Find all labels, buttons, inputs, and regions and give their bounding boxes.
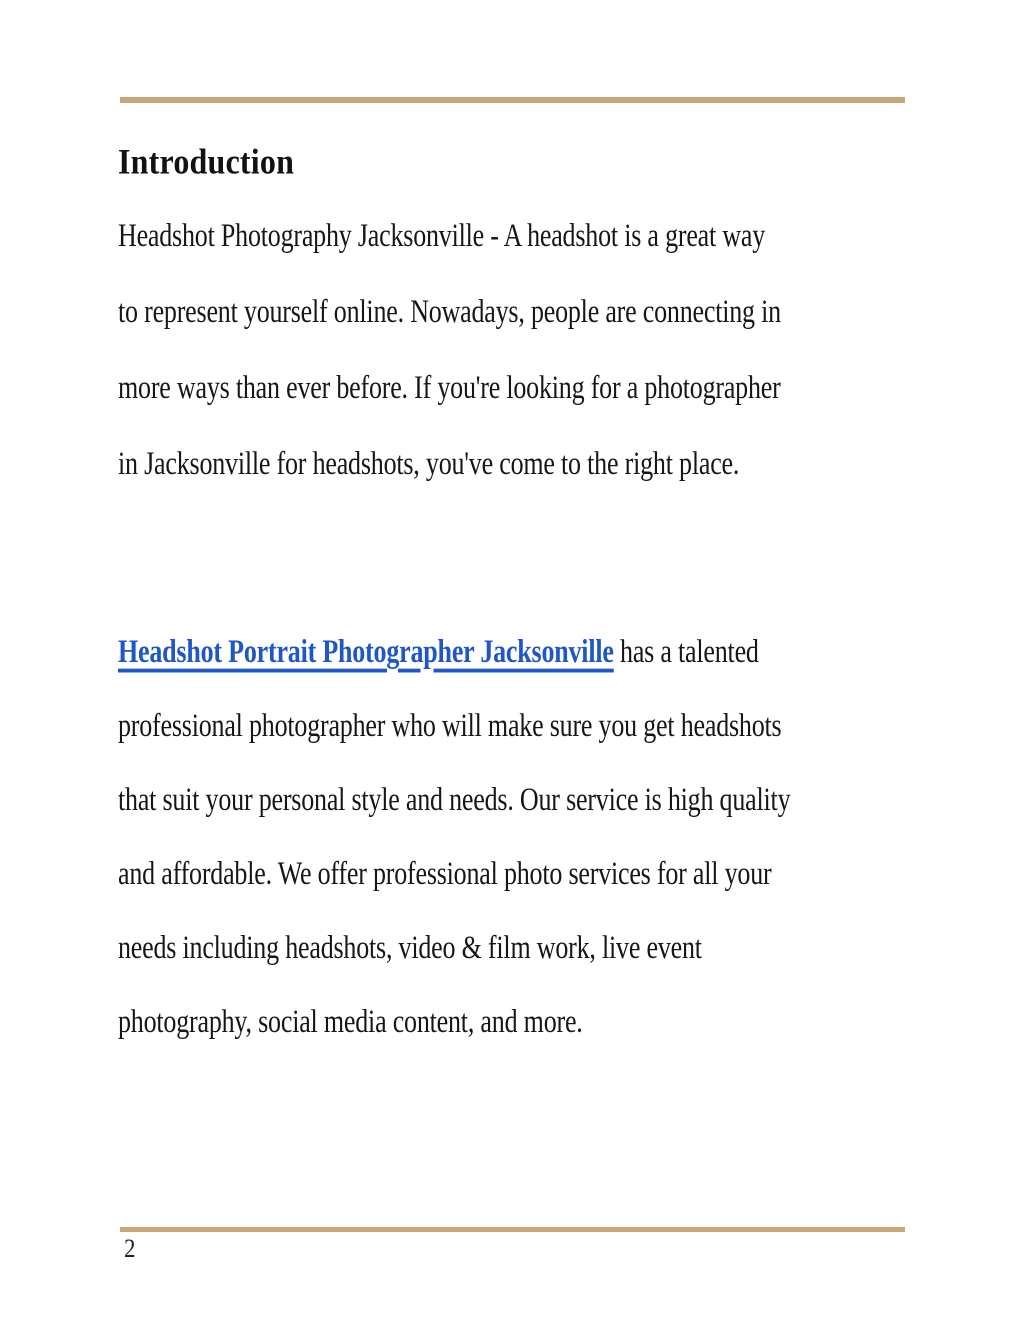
paragraph-line-text: and affordable. We offer professional photo services for all your [118,854,772,892]
paragraph-line [118,615,998,689]
paragraph-line [118,689,998,763]
paragraph-line-text: more ways than ever before. If you're looking for a photographer [118,368,781,406]
page-number: 2 [124,1234,136,1263]
paragraph-line-text: in Jacksonville for headshots, you've come to the right place. [118,444,740,482]
bottom-divider [120,1227,905,1232]
paragraph-line [118,198,998,274]
paragraph-line-text: needs including headshots, video & film work, live event [118,928,702,966]
paragraph-line-after-link: has a talented [613,632,759,670]
headshot-portrait-photographer-link[interactable]: Headshot Portrait Photographer Jacksonville [118,632,614,670]
paragraph-line-text [118,633,759,671]
paragraph-line-text: Headshot Photography Jacksonville - A headshot is a great way [118,216,766,254]
paragraph-line-text: professional photographer who will make sure you get headshots [118,706,782,744]
paragraph-line [118,911,998,985]
paragraph-line [118,985,998,1059]
paragraph-line [118,837,998,911]
paragraph-line [118,763,998,837]
paragraph-line-text: that suit your personal style and needs. Our service is high quality [118,780,791,818]
paragraph-line-text: photography, social media content, and more. [118,1002,583,1040]
paragraph-line-text: to represent yourself online. Nowadays, people are connecting in [118,292,781,330]
top-divider [120,97,905,103]
section-heading: Introduction [118,141,295,182]
intro-paragraph [118,198,998,502]
paragraph-line [118,350,998,426]
services-paragraph [118,615,998,1059]
paragraph-line [118,274,998,350]
paragraph-line [118,426,998,502]
